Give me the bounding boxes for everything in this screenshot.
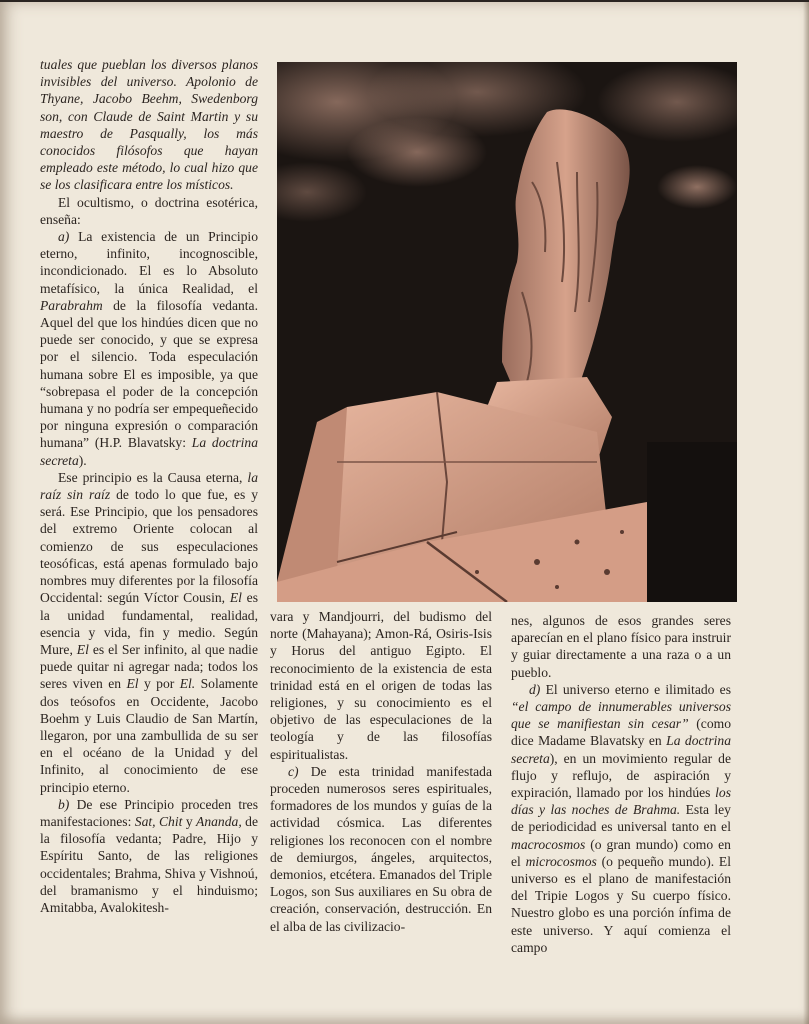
text-span: es la unidad fundamental, realidad, esencia y vida, fin y medio. Según Mure, bbox=[40, 590, 258, 657]
list-marker-d: d) bbox=[529, 681, 541, 697]
text-column-left bbox=[40, 56, 258, 916]
text-span: de todo lo que fue, es y será. Ese Principio, que los pensadores del extremo Oriente colocan al comienzo de sus especulaciones teosóficas, está apenas formulado bajo nombres muy diferentes por la filosofía Occidental: según Víctor Cousin, bbox=[40, 487, 259, 606]
term-ananda: Ananda, bbox=[196, 813, 242, 829]
intro-italic-text: tuales que pueblan los diversos planos invisibles del universo. Apolonio de Thyane, Jacobo Beehm, Swedenborg son, con Claude de Saint Martin y su maestro de Pasqually, los más conocidos filósofos que hayan empleado este método, lo cual hizo que se los clasificara entre los místicos. bbox=[40, 57, 258, 193]
text-span: y bbox=[185, 813, 193, 829]
book-title-2: La doctrina secreta bbox=[511, 733, 731, 766]
text-span: De ese Principio proceden tres manifestaciones: bbox=[40, 796, 258, 829]
term-el: El bbox=[229, 590, 242, 606]
paragraph-ocultismo: El ocultismo, o doctrina esotérica, enseña: bbox=[40, 194, 258, 227]
text-span: De esta trinidad manifestada proceden numerosos seres espirituales, formadores de los mundos y guías de la actividad cósmica. Las diferentes religiones los reconocen con el nombre de demiurgos, ángeles, arquitectos, demonios, etcétera. Emanados del Triple Logos, son Sus auxiliares en Su obra de creación, conservación, destrucción. En el alba de las civilizacio- bbox=[270, 763, 492, 934]
text-span: de la filosofía vedanta. Aquel del que los hindúes dicen que no puede ser conocido, y que se expresa por el silencio. Toda especulación humana sobre El es imposible, ya que “sobrepasa el poder de la concepción humana y no podría ser empequeñecido por ninguna expresión o comparación humana” (H.P. Blavatsky: bbox=[40, 297, 258, 451]
list-marker-c: c) bbox=[288, 763, 299, 779]
paragraph-continued: vara y Mandjourri, del budismo del norte (Mahayana); Amon-Rá, Osiris-Isis y Horus del antiguo Egipto. El reconocimiento de la existencia de esta trinidad está en el origen de todas las religiones, y su conocimiento es el objetivo de las especulaciones de la teología y de las filosofías espiritualistas. bbox=[270, 609, 492, 762]
quote-universos: “el campo de innumerables universos que se manifiestan sin cesar” bbox=[511, 699, 731, 732]
term-microcosmos: microcosmos bbox=[525, 853, 597, 869]
text-span: y por bbox=[143, 676, 175, 692]
text-span: de la filosofía vedanta; Padre, Hijo y Espíritu Santo, de las religiones occidentales; Brahma, Shiva y Vishnoú, del bramanismo y el hinduismo; Amitabba, Avalokitesh- bbox=[40, 813, 258, 915]
list-marker-b: b) bbox=[58, 796, 70, 812]
term-el: El bbox=[126, 676, 139, 692]
text-column-right bbox=[511, 612, 731, 956]
text-span: (o pequeño mundo). El universo es el plano de manifestación del Tripie Logos y Su cuerpo físico. Nuestro globo es una porción ínfima de este universo. Y aquí comienza el campo bbox=[511, 853, 731, 955]
paragraph-c bbox=[270, 763, 492, 935]
statue-illustration bbox=[277, 62, 737, 602]
text-span: Esta ley de periodicidad es universal tanto en el bbox=[511, 802, 731, 835]
term-raiz: la raíz sin raíz bbox=[40, 469, 258, 503]
term-dias-noches: los días y las noches de Brahma. bbox=[511, 785, 732, 818]
magazine-page bbox=[0, 2, 809, 1024]
paragraph-continued-2: nes, algunos de esos grandes seres aparecían en el plano físico para instruir y guiar directamente a una raza o a un pueblo. bbox=[511, 613, 731, 680]
paragraph-d bbox=[511, 681, 731, 956]
term-el: El bbox=[76, 641, 89, 657]
term-el: El. bbox=[179, 676, 196, 692]
text-span: Solamente dos teósofos en Occidente, Jacobo Boehm y Luis Claudio de San Martín, llegaron, por una zambullida de su ser en el océano de la Unidad y del Infinito, al conocimiento de ese principio eterno. bbox=[40, 676, 259, 795]
term-parabrahm: Parabrahm bbox=[40, 297, 103, 313]
text-span: ), en un movimiento regular de flujo y reflujo, de aspiración y expiración, llamado por los hindúes bbox=[511, 750, 731, 801]
text-span: (o gran mundo) como en el bbox=[511, 836, 731, 869]
text-span: es el Ser infinito, al que nadie puede quitar ni agregar nada; todos los seres viven en bbox=[40, 641, 258, 692]
list-marker-a: a) bbox=[58, 229, 70, 245]
text-span: (como dice Madame Blavatsky en bbox=[511, 716, 731, 749]
paragraph-intro bbox=[40, 56, 258, 194]
text-column-middle bbox=[270, 608, 492, 935]
term-sat-chit: Sat, Chit bbox=[134, 813, 183, 829]
text-span: El universo eterno e ilimitado es bbox=[545, 681, 731, 697]
book-title: La doctrina secreta bbox=[40, 435, 258, 468]
paragraph-b bbox=[40, 796, 258, 916]
term-macrocosmos: macrocosmos bbox=[511, 836, 586, 852]
paragraph-causa-eterna bbox=[40, 469, 258, 796]
text-span: ). bbox=[78, 452, 87, 468]
paragraph-a bbox=[40, 228, 258, 469]
text-span: La existencia de un Principio eterno, infinito, incognoscible, incondicionado. El es lo Absoluto metafísico, la única Realidad, el bbox=[40, 229, 258, 296]
text-span: Ese principio es la Causa eterna, bbox=[58, 469, 243, 485]
statue-photo bbox=[277, 62, 737, 602]
